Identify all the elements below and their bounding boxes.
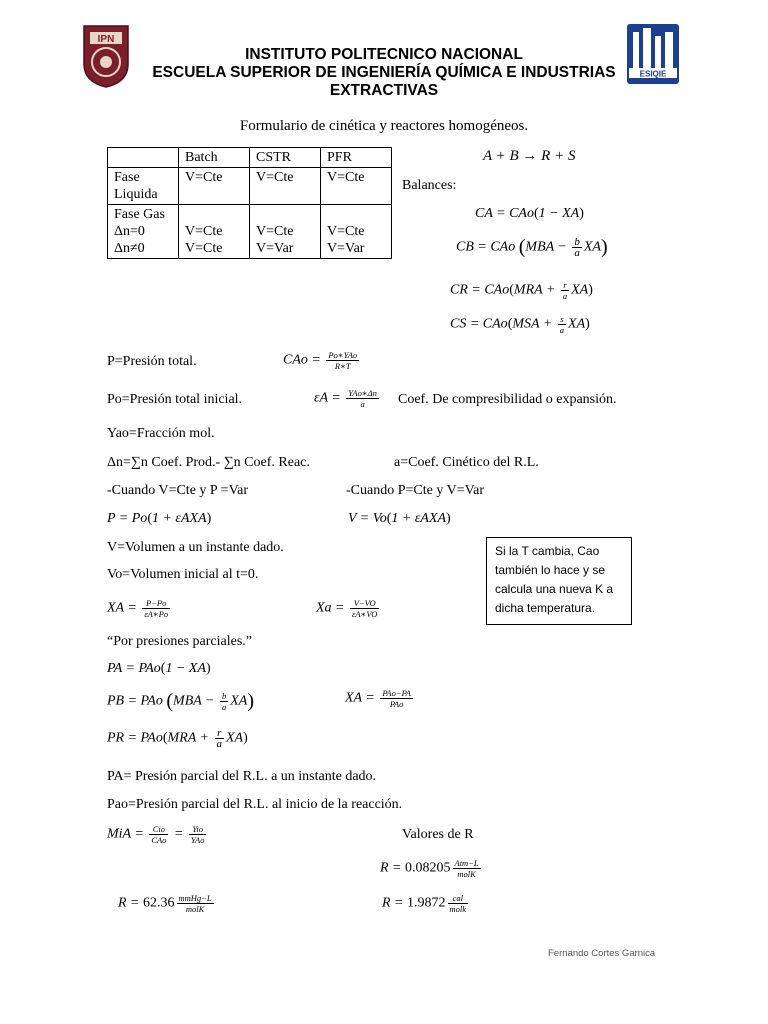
header-line-2: ESCUELA SUPERIOR DE INGENIERÍA QUÍMICA E INDUSTRIAS	[152, 64, 616, 81]
eq-pr: PR = PAo(MRA + $\frac{r}{a}$ XA)	[107, 727, 248, 750]
def-coef-comp: Coef. De compresibilidad o expansión.	[398, 392, 617, 407]
table-cell-line: Δn≠0	[114, 241, 145, 256]
eq-v: V = Vo(1 + εAXA)	[348, 511, 451, 526]
table-header-row	[108, 148, 392, 168]
table-cell: Fase Liquida	[108, 168, 179, 205]
eq-ca: CA = CAo(1 − XA)	[475, 206, 584, 221]
header-line-3: EXTRACTIVAS	[329, 82, 439, 99]
table-cell-line: Δn=0	[114, 224, 145, 239]
r2-value: 62.36	[143, 895, 175, 911]
table-row	[108, 168, 392, 205]
def-a-coef: a=Coef. Cinético del R.L.	[394, 455, 539, 470]
table-cell-line: V=Cte	[327, 224, 365, 239]
def-cuando-2: -Cuando P=Cte y V=Var	[346, 483, 485, 498]
r3-unit-num: cal	[448, 893, 469, 904]
reaction-equation: A + B → R + S	[483, 148, 576, 164]
eq-mia: MiA = $\frac{\text{Cio}}{\text{CAo}}$ = $\frac{\text{Yio}}{\text{YAo}}$	[107, 824, 205, 845]
eq-cs: CS = CAo(MSA + $\frac{s}{a}$ XA)	[450, 314, 590, 335]
def-pa: PA= Presión parcial del R.L. a un instante dado.	[107, 769, 377, 784]
table-cell-line: V=Cte	[185, 224, 223, 239]
table-cell	[250, 205, 321, 259]
eq-r1: R = 0.08205 $\frac{\text{Atm−L}}{\text{molK}}$	[380, 858, 479, 879]
def-yao: Yao=Fracción mol.	[107, 426, 215, 441]
eq-cao: CAo = $\frac{\text{Po∗YAo}}{R∗T}$	[283, 350, 358, 371]
note-box: Si la T cambia, Cao también lo hace y se calcula una nueva K a dicha temperatura.	[486, 537, 632, 625]
table-cell	[321, 205, 392, 259]
page-title: Formulario de cinética y reactores homogéneos.	[239, 118, 529, 134]
eq-xa-volume: Xa = $\frac{V-VO}{\varepsilon A∗VO}$	[316, 598, 378, 619]
r1-unit-num: Atm−L	[454, 858, 479, 868]
table-cell-line: Fase Gas	[114, 207, 165, 222]
eq-cb: CB = CAo (MBA − $\frac{b}{a}$ XA)	[456, 236, 608, 259]
table-cell-line: V=Cte	[256, 224, 294, 239]
table-cell: V=Cte	[179, 168, 250, 205]
reactor-table	[107, 147, 392, 259]
table-cell	[179, 205, 250, 259]
footer-author: Fernando Cortes Garnica	[548, 948, 656, 959]
r1-value: 0.08205	[405, 860, 451, 876]
def-p-total: P=Presión total.	[107, 354, 197, 369]
eq-xa-partial: XA = $\frac{\text{PAo−PA}}{\text{PAo}}$	[345, 688, 411, 709]
r3-value: 1.9872	[407, 895, 446, 911]
r2-unit-den: molK	[185, 904, 205, 914]
header-line-1: INSTITUTO POLITECNICO NACIONAL	[245, 46, 523, 63]
def-vo: Vo=Volumen inicial al t=0.	[107, 567, 259, 582]
table-cell-line: V=Cte	[185, 241, 223, 256]
table-header-cell: Batch	[179, 148, 250, 168]
esiqie-logo-text: ESIQIE	[639, 69, 667, 79]
ipn-logo	[80, 24, 132, 88]
table-header-cell	[108, 148, 179, 168]
def-cuando-1: -Cuando V=Cte y P =Var	[107, 483, 249, 498]
table-cell-line: V=Var	[327, 241, 365, 256]
eq-r3: R = 1.9872 $\frac{\text{cal}}{\text{molk}}$	[382, 893, 467, 914]
def-po-total: Po=Presión total inicial.	[107, 392, 243, 407]
r2-unit-num: mmHg−L	[178, 893, 212, 903]
def-delta-n: Δn=∑n Coef. Prod.- ∑n Coef. Reac.	[107, 455, 310, 470]
eq-pb: PB = PAo (MBA − $\frac{b}{a}$ XA)	[107, 690, 255, 712]
def-v: V=Volumen a un instante dado.	[107, 540, 284, 555]
table-row	[108, 205, 392, 259]
table-cell: V=Cte	[321, 168, 392, 205]
def-pao: Pao=Presión parcial del R.L. al inicio de la reacción.	[107, 797, 403, 812]
r3-unit-den: molk	[449, 904, 467, 914]
def-parciales: “Por presiones parciales.”	[107, 634, 252, 649]
valores-r-label: Valores de R	[402, 827, 474, 842]
table-header-cell: PFR	[321, 148, 392, 168]
r1-unit-den: molK	[457, 869, 476, 879]
eq-xa-pressure: XA = $\frac{P-Po}{\varepsilon A∗Po}$	[107, 598, 169, 619]
eq-pa: PA = PAo(1 − XA)	[107, 661, 211, 676]
eq-r2: R = 62.36 $\frac{\text{mmHg−L}}{\text{molK}}$	[118, 893, 212, 914]
table-cell-line: V=Var	[256, 241, 294, 256]
table-cell: V=Cte	[250, 168, 321, 205]
ipn-logo-text: IPN	[97, 34, 115, 45]
eq-epsilon-a: εA = $\frac{\text{YAo∗Δn}}{a}$	[314, 388, 377, 409]
esiqie-logo	[625, 22, 681, 86]
table-header-cell: CSTR	[250, 148, 321, 168]
balances-label: Balances:	[402, 178, 457, 193]
table-cell	[108, 205, 179, 259]
eq-p: P = Po(1 + εAXA)	[107, 511, 212, 526]
eq-cr: CR = CAo(MRA + $\frac{r}{a}$ XA)	[450, 280, 593, 301]
